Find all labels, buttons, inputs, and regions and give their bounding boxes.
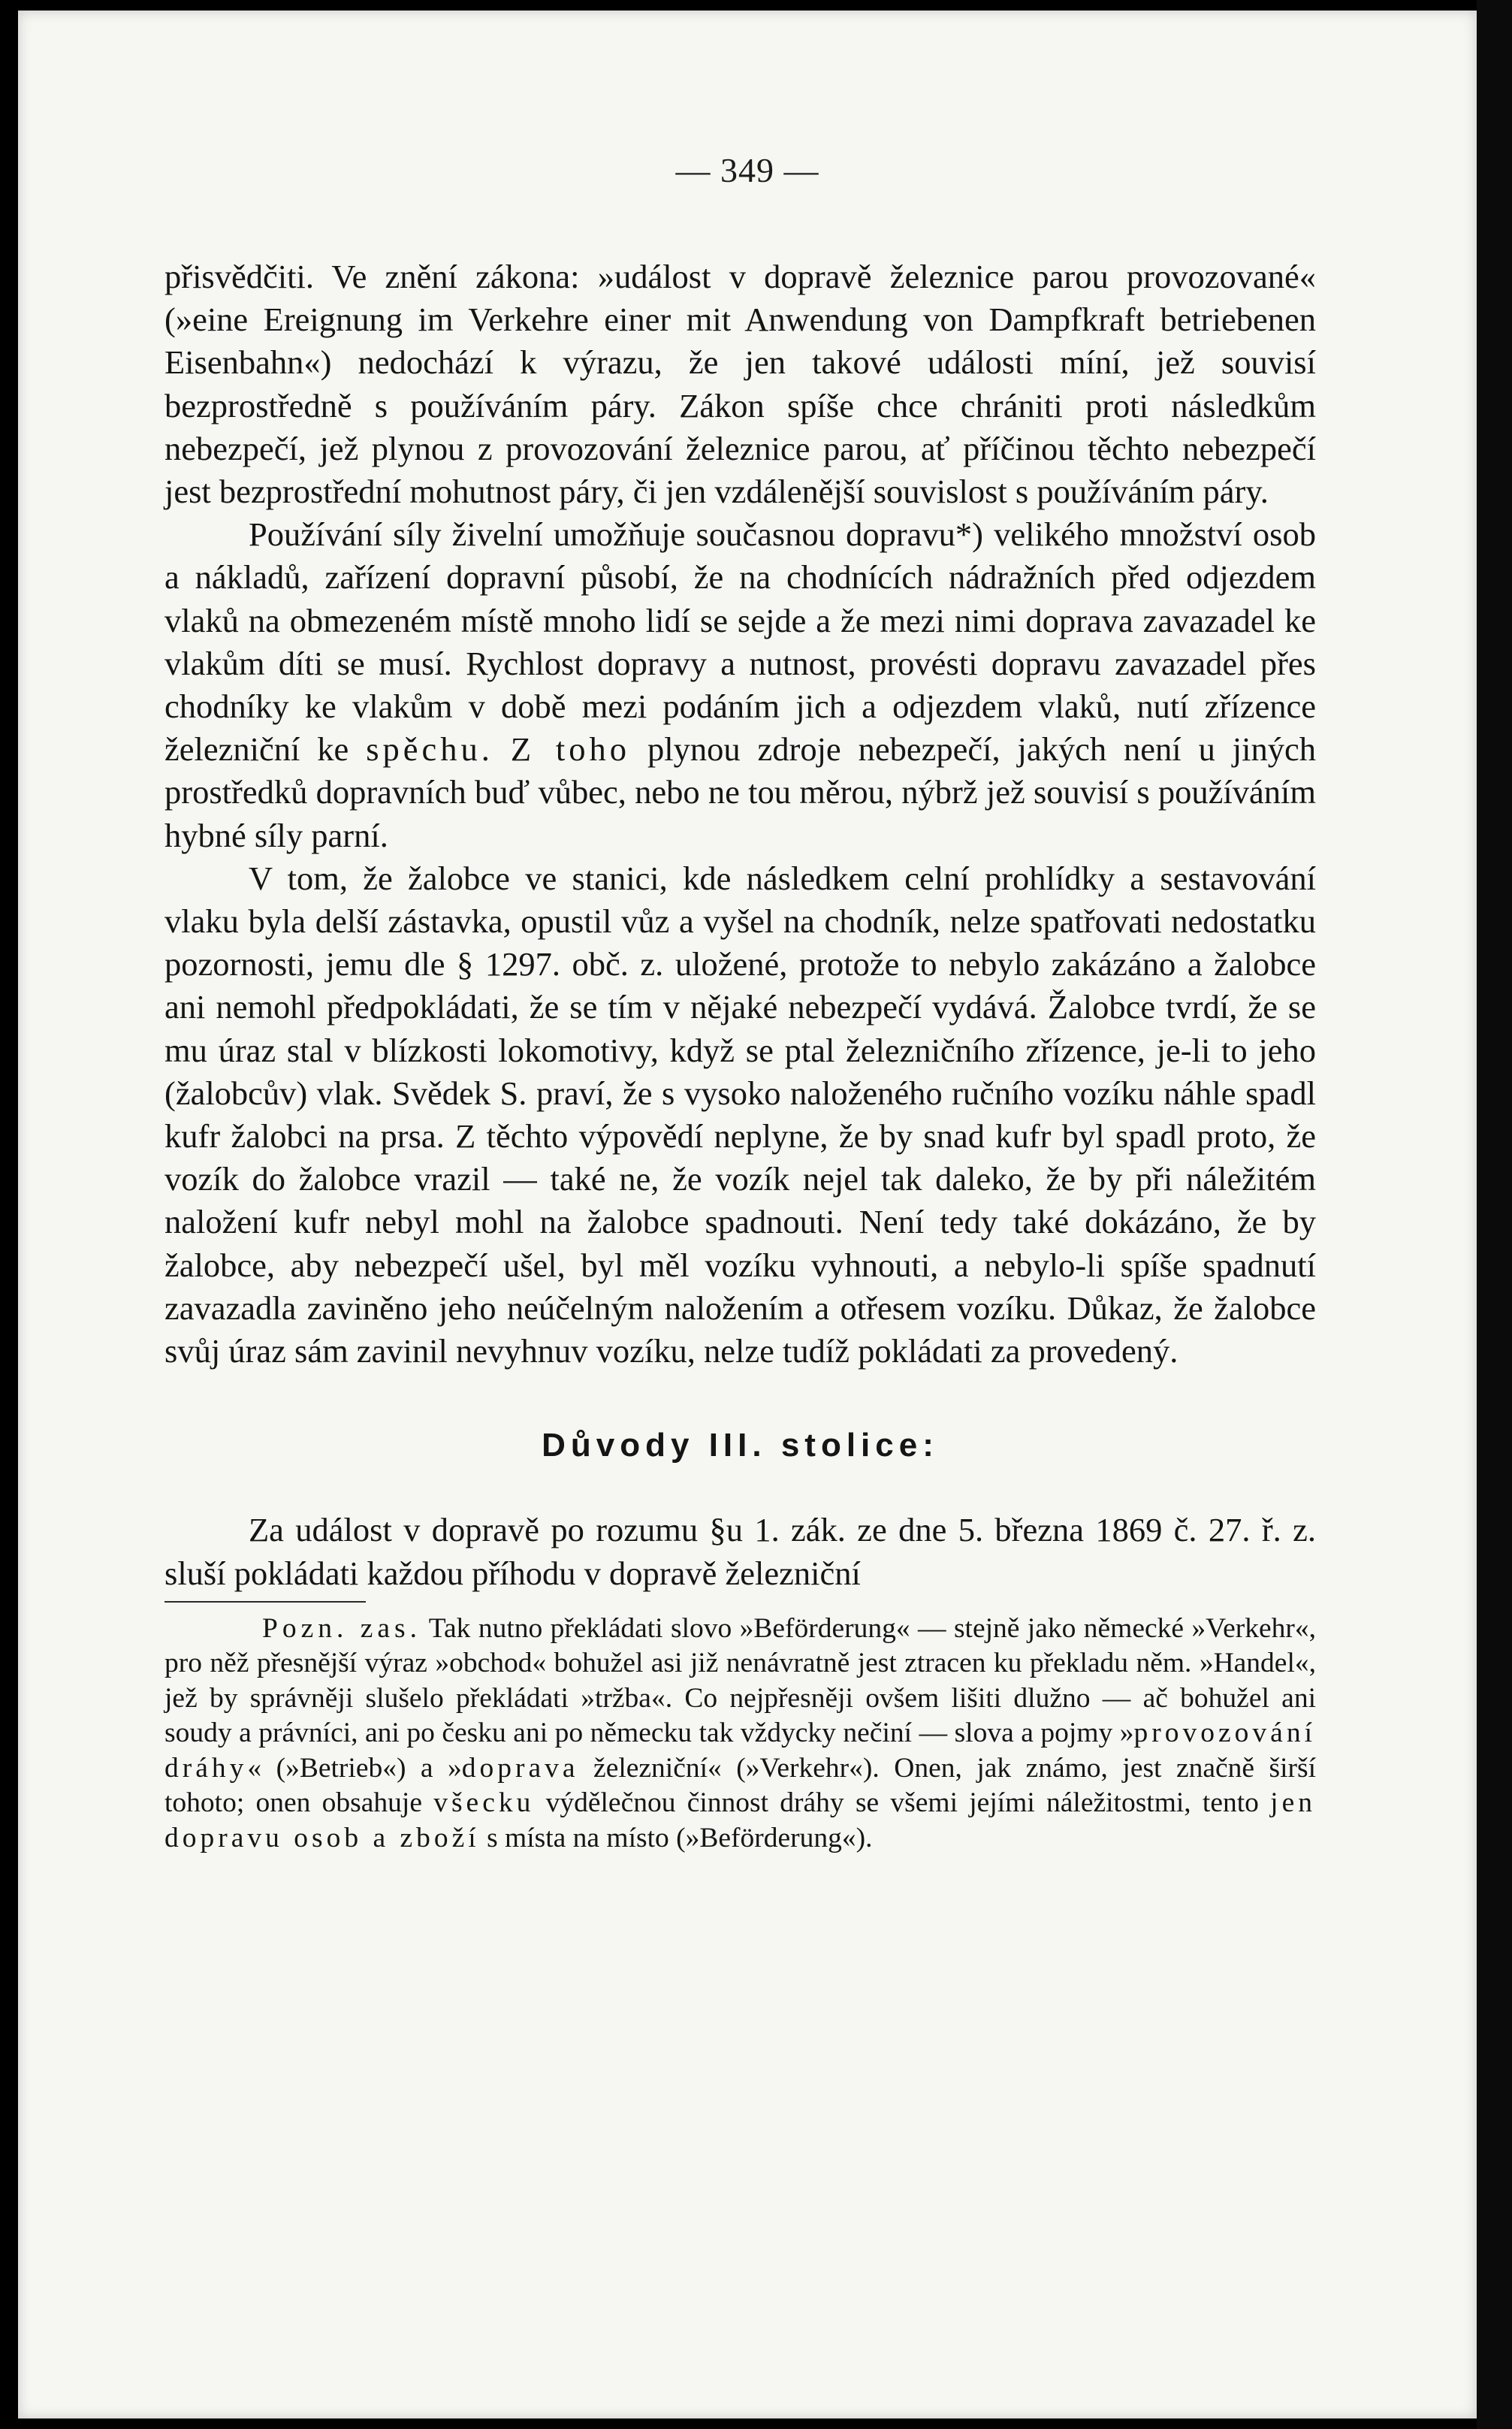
footnote-text-3: železniční« (»Verkehr«). Onen, jak známo, jest značně širší tohoto; onen obsahuje	[164, 1752, 1316, 1819]
footnote-emphasis-2: doprava	[461, 1752, 579, 1784]
emphasis-spech: spěchu.	[366, 730, 493, 769]
footnote-emphasis-1: provozování dráhy	[164, 1718, 1316, 1784]
paragraph-2-gap	[493, 730, 511, 768]
footnote-text-4: výdělečnou činnost dráhy se všemi jejími náležitostmi, tento	[534, 1787, 1271, 1819]
footnote-text-5: s místa na místo (»Beförderung«).	[479, 1822, 873, 1853]
book-page	[18, 11, 1477, 2418]
paragraph-4: Za událost v dopravě po rozumu §u 1. zák. ze dne 5. března 1869 č. 27. ř. z. sluší pokládati každou příhodu v dopravě železniční	[164, 1511, 1316, 1592]
emphasis-z-toho: Z toho	[510, 730, 631, 769]
footnote	[164, 1612, 1316, 1856]
footnote-text-1: Tak nutno překládati slovo »Beförderung« — stejně jako německé »Verkehr«, pro něž přesnější výraz »obchod« bohužel asi již nenávratně jest ztracen ku překladu něm. »Handel«, jež by správněji slušelo překládati »tržba«. Co nejpřesněji ovšem lišiti dlužno — ač bohužel ani soudy a právníci, ani po česku ani po německu tak vždycky nečiní — slova a pojmy »	[164, 1612, 1316, 1749]
footnote-divider	[164, 1601, 366, 1603]
footnote-label: Pozn. zas.	[262, 1612, 422, 1644]
page-number: — 349 —	[675, 151, 819, 189]
scan-border	[1477, 0, 1512, 2429]
section-heading: Důvody III. stolice:	[542, 1427, 939, 1464]
paragraph-1: přisvědčiti. Ve znění zákona: »událost v dopravě železnice parou provozované« (»eine Ereignung im Verkehre einer mit Anwendung von Dampfkraft betriebenen Eisenbahn«) nedochází k výrazu, že jen takové události míní, jež souvisí bezprostředně s používáním páry. Zákon spíše chce chrániti proti následkům nebezpečí, jež plynou z provozování železnice parou, ať příčinou těchto nebezpečí jest bezprostřední mohutnost páry, či jen vzdálenější souvislost s používáním páry.	[164, 258, 1316, 511]
paragraph-3: V tom, že žalobce ve stanici, kde následkem celní prohlídky a sestavování vlaku byla delší zástavka, opustil vůz a vyšel na chodník, nelze spatřovati nedostatku pozornosti, jemu dle § 1297. obč. z. uložené, protože to nebylo zakázáno a žalobce ani nemohl předpokládati, že se tím v nějaké nebezpečí vydává. Žalobce tvrdí, že se mu úraz stal v blízkosti lokomotivy, když se ptal železničního zřízence, je-li to jeho (žalobcův) vlak. Svědek S. praví, že s vysoko naloženého ručního vozíku náhle spadl kufr žalobci na prsa. Z těchto výpovědí neplyne, že by snad kufr byl spadl proto, že vozík do žalobce vrazil — také ne, že vozík nejel tak daleko, že by při náležitém naložení kufr nebyl mohl na žalobce spadnouti. Není tedy také dokázáno, že by žalobce, aby nebezpečí ušel, byl měl vozíku vyhnouti, a nebylo-li spíše spadnutí zavazadla zaviněno jeho neúčelným naložením a otřesem vozíku. Důkaz, že žalobce svůj úraz sám zavinil nevyhnuv vozíku, nelze tudíž pokládati za provedený.	[164, 859, 1316, 1370]
paragraph-2	[164, 513, 1316, 857]
footnote-text-2: « (»Betrieb«) a »	[247, 1752, 462, 1784]
footnote-emphasis-3: všecku	[433, 1787, 535, 1819]
footnote-emphasis-4: jen dopravu osob a zboží	[164, 1787, 1316, 1853]
page-body	[164, 255, 1316, 1856]
paragraph-2-start: Používání síly živelní umožňuje současnou dopravu*) velikého množství osob a nákladů, zařízení dopravní působí, že na chodnících nádražních před odjezdem vlaků na obmezeném místě mnoho lidí se sejde a že mezi nimi doprava zavazadel ke vlakům díti se musí. Rychlost dopravy a nutnost, provésti dopravu zavazadel přes chodníky ke vlakům v době mezi podáním jich a odjezdem vlaků, nutí zřízence železniční ke	[164, 515, 1316, 769]
paragraph-2-end: plynou zdroje nebezpečí, jakých není u jiných prostředků dopravních buď vůbec, nebo ne tou měrou, nýbrž jež souvisí s používáním hybné síly parní.	[164, 730, 1316, 854]
